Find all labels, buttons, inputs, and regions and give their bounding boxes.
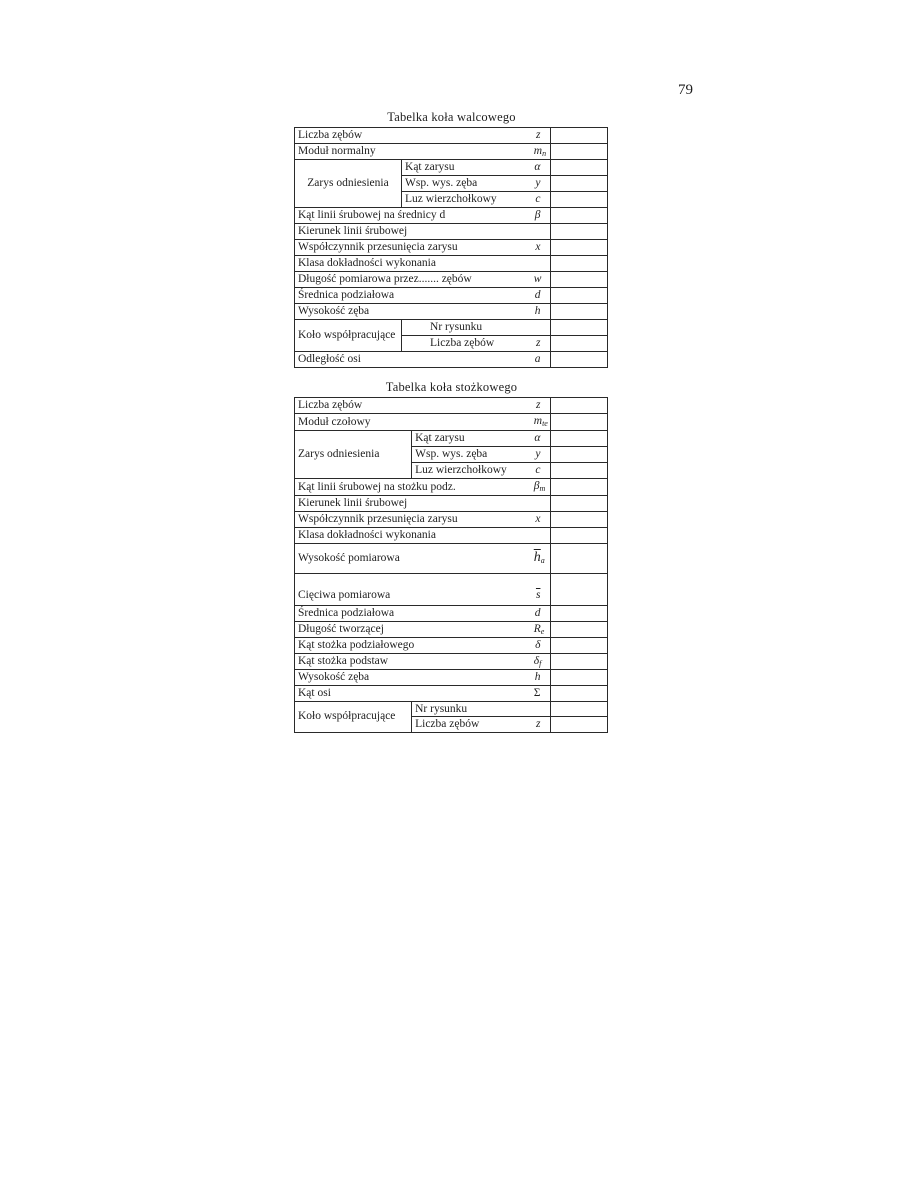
row-symbol: $m_{te}$ xyxy=(531,414,551,431)
row-label: Wsp. wys. zęba xyxy=(402,176,531,192)
value-cell[interactable] xyxy=(551,256,608,272)
value-cell[interactable] xyxy=(551,496,608,512)
value-cell[interactable] xyxy=(551,192,608,208)
table-row xyxy=(295,431,608,447)
row-symbol: α xyxy=(531,160,551,176)
value-cell[interactable] xyxy=(551,606,608,622)
value-cell[interactable] xyxy=(551,528,608,544)
value-cell[interactable] xyxy=(551,638,608,654)
cylindrical-gear-block xyxy=(294,110,609,368)
table-row xyxy=(295,622,608,638)
row-label: Nr rysunku xyxy=(412,702,531,717)
table-row xyxy=(295,414,608,431)
cylindrical-gear-table xyxy=(294,127,608,368)
row-symbol: a xyxy=(531,352,551,368)
row-label: Wysokość zęba xyxy=(295,304,531,320)
row-label: Kąt zarysu xyxy=(402,160,531,176)
row-label: Kąt stożka podziałowego xyxy=(295,638,531,654)
bevel-gear-table xyxy=(294,397,608,733)
row-label: Liczba zębów xyxy=(402,336,531,352)
table-row xyxy=(295,240,608,256)
row-symbol: h xyxy=(531,304,551,320)
row-label: Kąt linii śrubowej na stożku podz. xyxy=(295,479,531,496)
table-row xyxy=(295,544,608,574)
row-symbol: y xyxy=(531,176,551,192)
row-symbol: x xyxy=(531,240,551,256)
value-cell[interactable] xyxy=(551,272,608,288)
row-label: Moduł normalny xyxy=(295,144,531,160)
value-cell[interactable] xyxy=(551,654,608,670)
table-row xyxy=(295,160,608,176)
table-row xyxy=(295,702,608,717)
row-symbol: z xyxy=(531,128,551,144)
table-row xyxy=(295,654,608,670)
row-label: Wysokość pomiarowa xyxy=(295,544,531,574)
value-cell[interactable] xyxy=(551,144,608,160)
value-cell[interactable] xyxy=(551,320,608,336)
table-row xyxy=(295,288,608,304)
row-symbol: c xyxy=(531,192,551,208)
row-symbol: z xyxy=(531,336,551,352)
row-symbol: $\beta_m$ xyxy=(531,479,551,496)
value-cell[interactable] xyxy=(551,160,608,176)
value-cell[interactable] xyxy=(551,670,608,686)
row-symbol: w xyxy=(531,272,551,288)
row-label: Luz wierzchołkowy xyxy=(402,192,531,208)
row-symbol: $\overline{h}_a$ xyxy=(531,544,551,574)
table-row xyxy=(295,224,608,240)
group-label: Zarys odniesienia xyxy=(295,431,412,479)
row-label: Kierunek linii śrubowej xyxy=(295,224,531,240)
row-symbol: d xyxy=(531,288,551,304)
table-row xyxy=(295,686,608,702)
value-cell[interactable] xyxy=(551,686,608,702)
row-label: Kąt zarysu xyxy=(412,431,531,447)
row-symbol: d xyxy=(531,606,551,622)
value-cell[interactable] xyxy=(551,702,608,717)
group-label: Zarys odniesienia xyxy=(295,160,402,208)
table-row xyxy=(295,144,608,160)
table-row xyxy=(295,398,608,414)
row-label: Liczba zębów xyxy=(295,398,531,414)
row-symbol: Σ xyxy=(531,686,551,702)
table-row xyxy=(295,128,608,144)
row-label: Wsp. wys. zęba xyxy=(412,447,531,463)
row-label: Kierunek linii śrubowej xyxy=(295,496,531,512)
row-symbol: z xyxy=(531,398,551,414)
row-symbol: β xyxy=(531,208,551,224)
row-label: Odległość osi xyxy=(295,352,531,368)
value-cell[interactable] xyxy=(551,398,608,414)
row-symbol: $R_e$ xyxy=(531,622,551,638)
row-symbol: z xyxy=(531,717,551,733)
value-cell[interactable] xyxy=(551,352,608,368)
value-cell[interactable] xyxy=(551,240,608,256)
cylindrical-table-caption: Tabelka koła walcowego xyxy=(387,110,516,124)
table-row xyxy=(295,512,608,528)
value-cell[interactable] xyxy=(551,304,608,320)
group-label: Koło współpracujące xyxy=(295,702,412,733)
row-label: Kąt stożka podstaw xyxy=(295,654,531,670)
table-row xyxy=(295,606,608,622)
table-row xyxy=(295,208,608,224)
row-label: Współczynnik przesunięcia zarysu xyxy=(295,512,531,528)
row-label: Cięciwa pomiarowa xyxy=(295,574,531,606)
value-cell[interactable] xyxy=(551,622,608,638)
value-cell[interactable] xyxy=(551,447,608,463)
row-label: Średnica podziałowa xyxy=(295,606,531,622)
row-symbol: y xyxy=(531,447,551,463)
row-symbol: c xyxy=(531,463,551,479)
table-row xyxy=(295,272,608,288)
table-row xyxy=(295,670,608,686)
row-label: Współczynnik przesunięcia zarysu xyxy=(295,240,531,256)
bevel-gear-block xyxy=(294,380,609,733)
value-cell[interactable] xyxy=(551,717,608,733)
row-symbol: $\delta_f$ xyxy=(531,654,551,670)
row-label: Klasa dokładności wykonania xyxy=(295,256,531,272)
value-cell[interactable] xyxy=(551,208,608,224)
row-symbol: δ xyxy=(531,638,551,654)
row-label: Kąt linii śrubowej na średnicy d xyxy=(295,208,531,224)
row-label: Długość tworzącej xyxy=(295,622,531,638)
value-cell[interactable] xyxy=(551,431,608,447)
table-row xyxy=(295,304,608,320)
table-row xyxy=(295,574,608,606)
value-cell[interactable] xyxy=(551,574,608,606)
row-label: Wysokość zęba xyxy=(295,670,531,686)
row-symbol: $\overline{s}$ xyxy=(531,574,551,606)
row-label: Liczba zębów xyxy=(412,717,531,733)
table-row xyxy=(295,496,608,512)
row-label: Średnica podziałowa xyxy=(295,288,531,304)
value-cell[interactable] xyxy=(551,544,608,574)
table-row xyxy=(295,638,608,654)
table-row xyxy=(295,479,608,496)
row-symbol: $m_n$ xyxy=(531,144,551,160)
value-cell[interactable] xyxy=(551,414,608,431)
page-number: 79 xyxy=(678,82,693,98)
row-label: Długość pomiarowa przez....... zębów xyxy=(295,272,531,288)
row-label: Kąt osi xyxy=(295,686,531,702)
row-symbol: h xyxy=(531,670,551,686)
table-row xyxy=(295,320,608,336)
value-cell[interactable] xyxy=(551,336,608,352)
row-label: Luz wierzchołkowy xyxy=(412,463,531,479)
value-cell[interactable] xyxy=(551,479,608,496)
value-cell[interactable] xyxy=(551,128,608,144)
row-label: Nr rysunku xyxy=(402,320,531,336)
row-symbol: α xyxy=(531,431,551,447)
value-cell[interactable] xyxy=(551,176,608,192)
row-label: Klasa dokładności wykonania xyxy=(295,528,531,544)
value-cell[interactable] xyxy=(551,463,608,479)
value-cell[interactable] xyxy=(551,288,608,304)
value-cell[interactable] xyxy=(551,512,608,528)
row-symbol: x xyxy=(531,512,551,528)
table-row xyxy=(295,256,608,272)
row-label: Moduł czołowy xyxy=(295,414,531,431)
table-row xyxy=(295,352,608,368)
value-cell[interactable] xyxy=(551,224,608,240)
table-row xyxy=(295,528,608,544)
row-label: Liczba zębów xyxy=(295,128,531,144)
bevel-table-caption: Tabelka koła stożkowego xyxy=(385,380,518,394)
group-label: Koło współpracujące xyxy=(295,320,402,352)
